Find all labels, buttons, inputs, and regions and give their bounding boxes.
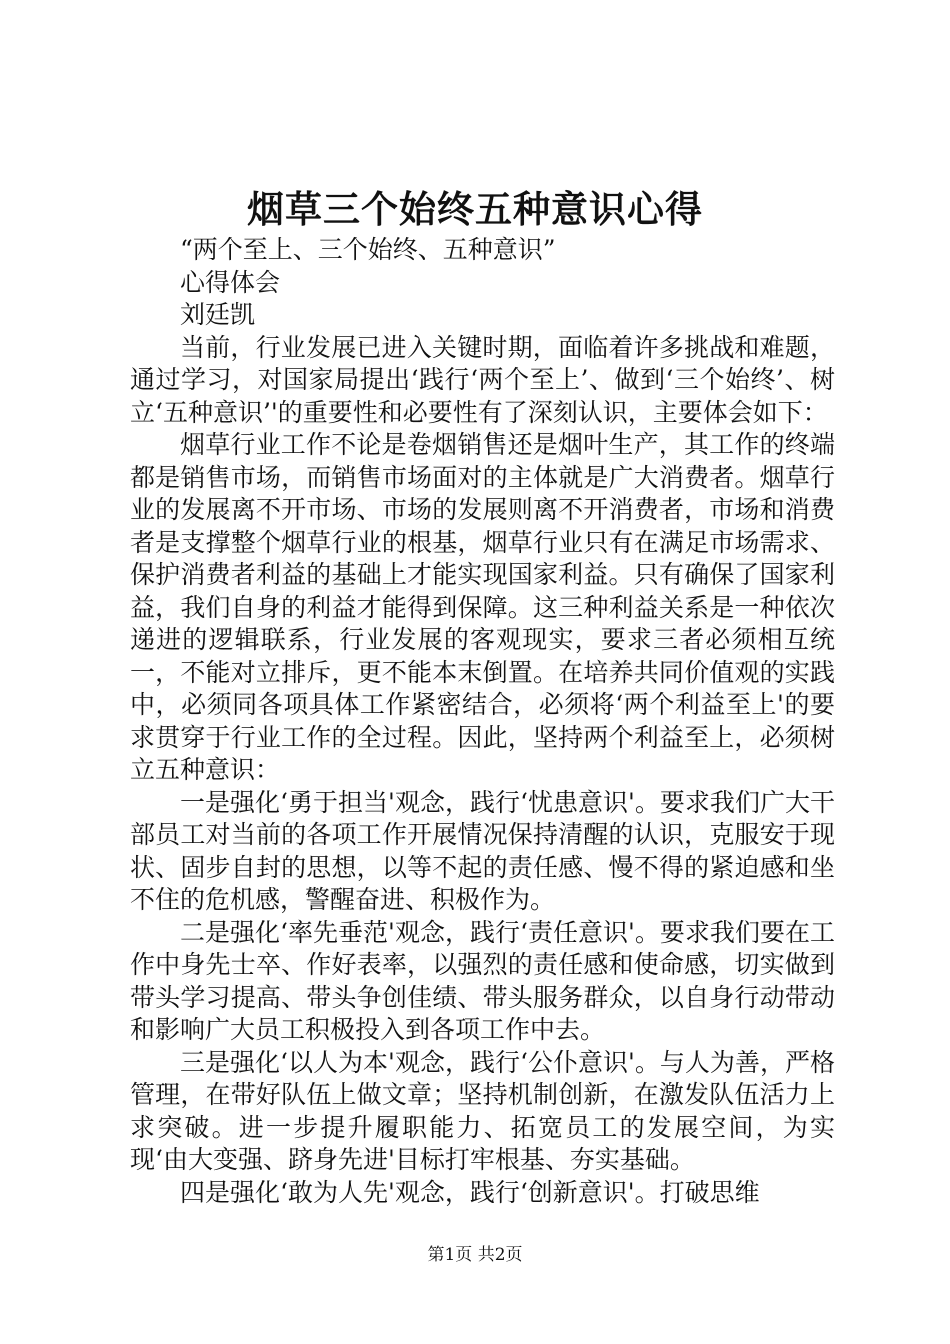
paragraph-point-3: 三是强化‘以人为本'观念，践行‘公仆意识'。与人为善，严格管理，在带好队伍上做文章；坚持机制创新，在激发队伍活力上求突破。进一步提升履职能力、拓宽员工的发展空间，为实现‘由大变强、跻身先进'目标打牢根基、夯实基础。 (130, 1047, 835, 1174)
paragraph-body: 烟草行业工作不论是卷烟销售还是烟叶生产，其工作的终端都是销售市场，而销售市场面对的主体就是广大消费者。烟草行业的发展离不开市场、市场的发展则离不开消费者，市场和消费者是支撑整个烟草行业的根基，烟草行业只有在满足市场需求、保护消费者利益的基础上才能实现国家利益。只有确保了国家利益，我们自身的利益才能得到保障。这三种利益关系是一种依次递进的逻辑联系，行业发展的客观现实，要求三者必须相互统一，不能对立排斥，更不能本末倒置。在培养共同价值观的实践中，必须同各项具体工作紧密结合，必须将‘两个利益至上'的要求贯穿于行业工作的全过程。因此，坚持两个利益至上，必须树立五种意识： (130, 430, 835, 784)
document-body (130, 234, 835, 1209)
subtitle-quote: “两个至上、三个始终、五种意识” (180, 235, 556, 264)
author-name: 刘廷凯 (180, 300, 256, 329)
paragraph-point-1: 一是强化‘勇于担当'观念，践行‘忧患意识'。要求我们广大干部员工对当前的各项工作开展情况保持清醒的认识，克服安于现状、固步自封的思想，以等不起的责任感、慢不得的紧迫感和坐不住的危机感，警醒奋进、积极作为。 (130, 787, 835, 914)
paragraph-intro: 当前，行业发展已进入关键时期，面临着许多挑战和难题，通过学习，对国家局提出‘践行‘两个至上’、做到‘三个始终’、树立‘五种意识’'的重要性和必要性有了深刻认识，主要体会如下： (130, 332, 835, 427)
paragraph-point-4: 四是强化‘敢为人先'观念，践行‘创新意识'。打破思维 (180, 1177, 760, 1207)
paragraph-point-2: 二是强化‘率先垂范'观念，践行‘责任意识'。要求我们要在工作中身先士卒、作好表率，以强烈的责任感和使命感，切实做到带头学习提高、带头争创佳绩、带头服务群众，以自身行动带动和影响广大员工积极投入到各项工作中去。 (130, 917, 835, 1044)
page-footer: 第1页 共2页 (427, 1245, 523, 1265)
document-title: 烟草三个始终五种意识心得 (247, 187, 703, 231)
subtitle-heading: 心得体会 (180, 267, 281, 297)
